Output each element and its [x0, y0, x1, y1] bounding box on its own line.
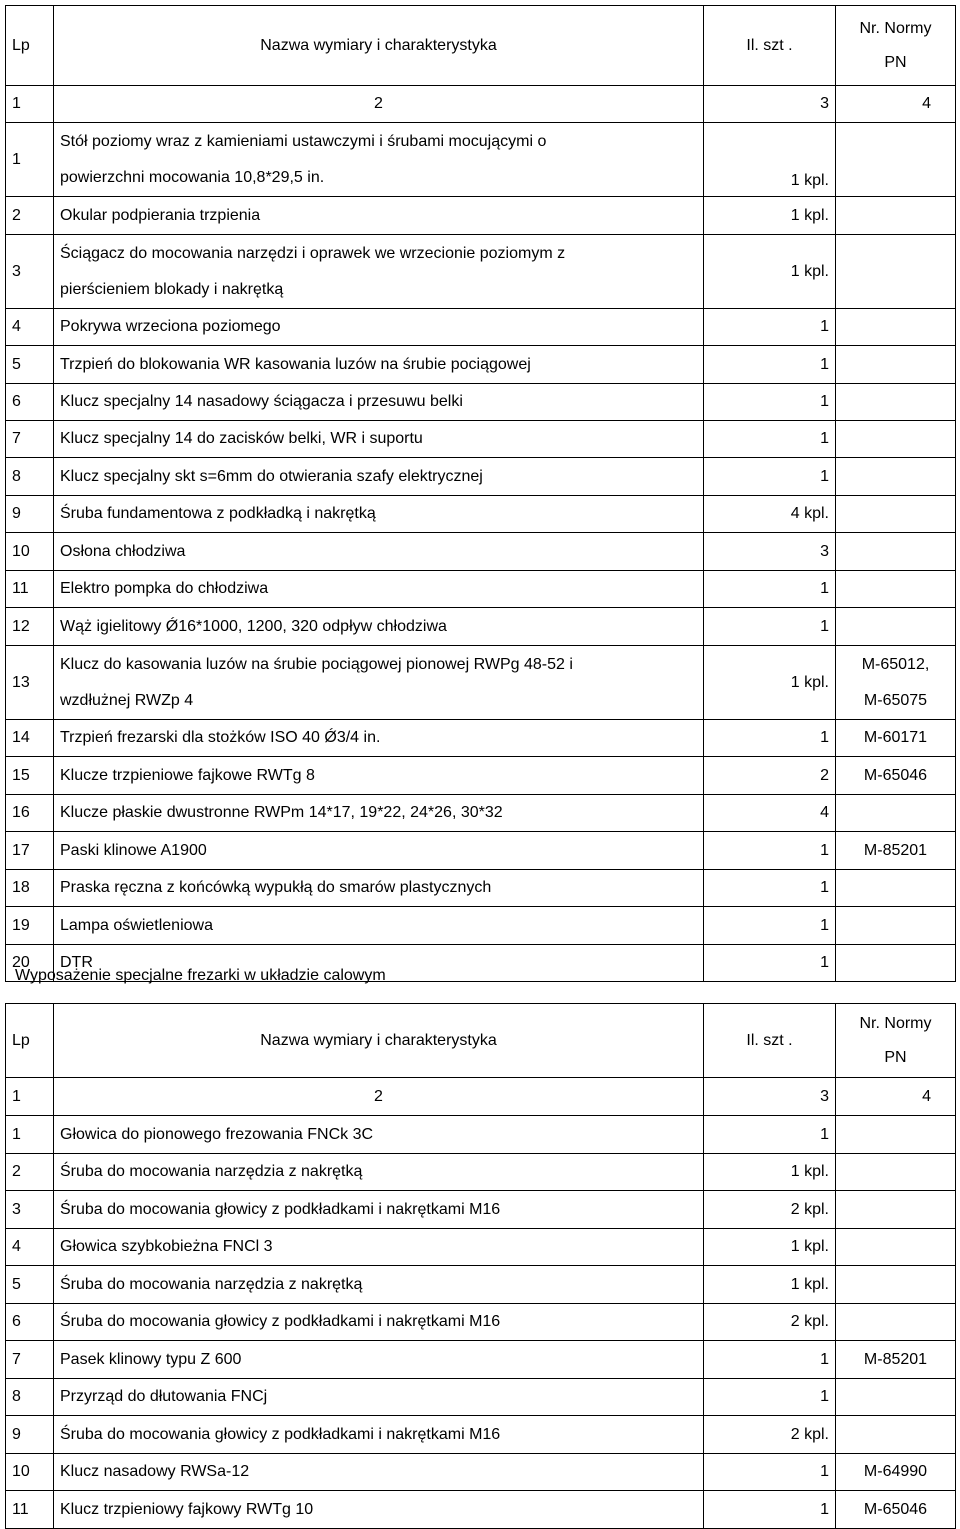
row-name-line: Wąż igielitowy Ǿ16*1000, 1200, 320 odpływ chłodziwa	[60, 617, 447, 635]
row-qty: 1 kpl.	[704, 1154, 836, 1191]
row-name-line: Elektro pompka do chłodziwa	[60, 580, 269, 597]
header-name: Nazwa wymiary i charakterystyka	[54, 1004, 704, 1078]
table-row	[6, 907, 956, 945]
row-qty: 3	[704, 533, 836, 571]
row-qty: 1	[704, 1379, 836, 1416]
row-norm	[836, 1191, 956, 1229]
row-name-line: Lampa oświetleniowa	[60, 916, 213, 934]
row-qty: 1	[704, 720, 836, 757]
row-norm-line: M-65046	[863, 766, 928, 784]
column-number: 1	[6, 1078, 54, 1116]
row-norm	[836, 907, 956, 945]
row-qty: 1	[704, 1341, 836, 1379]
row-norm	[836, 309, 956, 346]
row-norm	[836, 1416, 956, 1454]
table-row	[6, 1191, 956, 1229]
row-norm	[836, 646, 956, 720]
row-lp: 2	[6, 1154, 54, 1191]
row-lp: 20	[6, 945, 54, 982]
table-row	[6, 646, 956, 720]
table-row	[6, 533, 956, 571]
row-norm: M-65046	[836, 1491, 956, 1529]
table-row	[6, 309, 956, 346]
row-qty: 2 kpl.	[704, 1304, 836, 1341]
table-row	[6, 458, 956, 496]
row-qty: 1 kpl.	[704, 1229, 836, 1266]
row-norm	[836, 832, 956, 870]
row-norm	[836, 945, 956, 982]
column-number: 1	[6, 86, 54, 123]
table-row	[6, 870, 956, 907]
header-qty: Il. szt .	[704, 6, 836, 86]
row-norm	[836, 1229, 956, 1266]
row-lp: 4	[6, 1229, 54, 1266]
row-qty: 4	[704, 795, 836, 832]
row-lp: 15	[6, 757, 54, 795]
row-name	[54, 197, 704, 235]
row-name: Śruba do mocowania narzędzia z nakrętką	[54, 1266, 704, 1304]
row-lp: 1	[6, 1116, 54, 1154]
row-qty: 1 kpl.	[704, 123, 836, 197]
row-norm	[836, 235, 956, 309]
row-lp: 5	[6, 346, 54, 384]
row-norm	[836, 571, 956, 608]
row-norm: M-64990	[836, 1454, 956, 1491]
row-name: Przyrząd do dłutowania FNCj	[54, 1379, 704, 1416]
row-norm	[836, 720, 956, 757]
row-lp: 17	[6, 832, 54, 870]
row-name	[54, 533, 704, 571]
row-name-line: Klucz specjalny 14 nasadowy ściągacza i przesuwu belki	[60, 393, 463, 410]
row-qty: 1	[704, 309, 836, 346]
row-lp: 19	[6, 907, 54, 945]
row-name-line: Ściągacz do mocowania narzędzi i oprawek we wrzecionie poziomym z	[60, 244, 566, 262]
table-row	[6, 1416, 956, 1454]
row-name	[54, 646, 704, 720]
row-name	[54, 235, 704, 309]
column-number-row	[6, 1078, 956, 1116]
table-row	[6, 1266, 956, 1304]
table-row	[6, 1154, 956, 1191]
row-norm-line: M-60171	[863, 729, 928, 746]
table-row	[6, 384, 956, 421]
row-name	[54, 384, 704, 421]
row-name-line: Pokrywa wrzeciona poziomego	[60, 318, 281, 335]
row-name	[54, 496, 704, 533]
row-name	[54, 907, 704, 945]
row-norm	[836, 197, 956, 235]
row-name	[54, 458, 704, 496]
row-norm	[836, 533, 956, 571]
row-name: Śruba do mocowania głowicy z podkładkami i nakrętkami M16	[54, 1416, 704, 1454]
header-qty: Il. szt .	[704, 1004, 836, 1078]
row-norm	[836, 870, 956, 907]
column-number: 3	[704, 86, 836, 123]
row-name	[54, 608, 704, 646]
row-qty: 1	[704, 346, 836, 384]
header-norm	[836, 6, 956, 86]
row-name	[54, 309, 704, 346]
row-name	[54, 795, 704, 832]
table-row	[6, 608, 956, 646]
row-name-line: wzdłużnej RWZp 4	[60, 691, 194, 709]
row-lp: 11	[6, 571, 54, 608]
row-lp: 9	[6, 496, 54, 533]
row-lp: 18	[6, 870, 54, 907]
row-lp: 1	[6, 123, 54, 197]
row-norm	[836, 458, 956, 496]
table-row	[6, 197, 956, 235]
row-name-line: powierzchni mocowania 10,8*29,5 in.	[60, 168, 325, 186]
row-lp: 4	[6, 309, 54, 346]
header-norm-line1: Nr. Normy	[859, 1014, 932, 1032]
table-row	[6, 1229, 956, 1266]
table-row	[6, 1304, 956, 1341]
row-lp: 16	[6, 795, 54, 832]
row-qty: 1	[704, 1491, 836, 1529]
row-qty: 2 kpl.	[704, 1191, 836, 1229]
row-norm	[836, 346, 956, 384]
row-qty: 1	[704, 1454, 836, 1491]
column-number-row	[6, 86, 956, 123]
row-norm	[836, 1379, 956, 1416]
table-row	[6, 1341, 956, 1379]
row-lp: 6	[6, 384, 54, 421]
row-name-line: Klucze płaskie dwustronne RWPm 14*17, 19*22, 24*26, 30*32	[60, 804, 503, 821]
row-name-line: Praska ręczna z końcówką wypukłą do smarów plastycznych	[60, 879, 492, 896]
row-name: Pasek klinowy typu Z 600	[54, 1341, 704, 1379]
row-name-line: Klucze trzpieniowe fajkowe RWTg 8	[60, 766, 315, 784]
row-lp: 7	[6, 421, 54, 458]
row-name-line: Trzpień frezarski dla stożków ISO 40 Ǿ3/4 in.	[60, 729, 381, 746]
row-lp: 12	[6, 608, 54, 646]
row-name: Klucz trzpieniowy fajkowy RWTg 10	[54, 1491, 704, 1529]
table-row	[6, 571, 956, 608]
row-norm	[836, 795, 956, 832]
header-row	[6, 1004, 956, 1078]
row-norm-line: M-65012,	[861, 655, 930, 673]
table-row	[6, 720, 956, 757]
header-norm-line2: PN	[884, 1048, 907, 1066]
row-lp: 8	[6, 1379, 54, 1416]
row-norm	[836, 496, 956, 533]
column-number: 2	[54, 86, 704, 123]
table-row	[6, 496, 956, 533]
row-name	[54, 832, 704, 870]
row-name-line: Trzpień do blokowania WR kasowania luzów na śrubie pociągowej	[60, 355, 531, 373]
row-norm	[836, 1266, 956, 1304]
table-row	[6, 235, 956, 309]
row-norm-line: M-65075	[863, 691, 928, 709]
row-norm	[836, 421, 956, 458]
row-name: Śruba do mocowania głowicy z podkładkami i nakrętkami M16	[54, 1191, 704, 1229]
header-row	[6, 6, 956, 86]
table-row	[6, 1491, 956, 1529]
row-qty: 1	[704, 608, 836, 646]
row-name-line: pierścieniem blokady i nakrętką	[60, 280, 284, 298]
row-lp: 5	[6, 1266, 54, 1304]
row-qty: 1	[704, 832, 836, 870]
row-lp: 8	[6, 458, 54, 496]
row-name-line: Klucz do kasowania luzów na śrubie pociągowej pionowej RWPg 48-52 i	[60, 655, 573, 673]
header-norm	[836, 1004, 956, 1078]
row-lp: 11	[6, 1491, 54, 1529]
table-row	[6, 795, 956, 832]
row-name	[54, 346, 704, 384]
row-name-line: Śruba fundamentowa z podkładką i nakrętką	[60, 505, 376, 522]
row-norm	[836, 608, 956, 646]
row-name	[54, 123, 704, 197]
row-lp: 6	[6, 1304, 54, 1341]
row-name: Głowica do pionowego frezowania FNCk 3C	[54, 1116, 704, 1154]
row-qty: 2 kpl.	[704, 1416, 836, 1454]
row-qty: 1	[704, 945, 836, 982]
row-norm	[836, 123, 956, 197]
row-norm	[836, 757, 956, 795]
table-row	[6, 1379, 956, 1416]
row-name-line: Okular podpierania trzpienia	[60, 206, 261, 224]
row-name-line: Klucz specjalny skt s=6mm do otwierania szafy elektrycznej	[60, 467, 483, 485]
header-norm-line2: PN	[884, 53, 907, 71]
row-qty: 1	[704, 458, 836, 496]
header-name: Nazwa wymiary i charakterystyka	[54, 6, 704, 86]
header-norm-line1: Nr. Normy	[859, 19, 932, 37]
row-lp: 3	[6, 1191, 54, 1229]
row-qty: 1	[704, 571, 836, 608]
table-row	[6, 421, 956, 458]
row-name	[54, 571, 704, 608]
table-row	[6, 757, 956, 795]
section-heading: Wyposażenie specjalne frezarki w układzie calowym	[15, 967, 386, 984]
row-qty: 1 kpl.	[704, 1266, 836, 1304]
row-lp: 7	[6, 1341, 54, 1379]
row-name: Śruba do mocowania narzędzia z nakrętką	[54, 1154, 704, 1191]
table-row	[6, 346, 956, 384]
row-name: Śruba do mocowania głowicy z podkładkami i nakrętkami M16	[54, 1304, 704, 1341]
row-name-line: Klucz specjalny 14 do zacisków belki, WR i suportu	[60, 430, 423, 447]
row-qty: 1	[704, 907, 836, 945]
row-qty: 1	[704, 870, 836, 907]
row-norm	[836, 1116, 956, 1154]
header-lp: Lp	[6, 1004, 54, 1078]
table-row	[6, 1116, 956, 1154]
header-lp: Lp	[6, 6, 54, 86]
row-qty: 4 kpl.	[704, 496, 836, 533]
row-lp: 2	[6, 197, 54, 235]
row-name: Klucz nasadowy RWSa-12	[54, 1454, 704, 1491]
row-qty: 1	[704, 421, 836, 458]
row-lp: 3	[6, 235, 54, 309]
column-number: 2	[54, 1078, 704, 1116]
row-lp: 10	[6, 1454, 54, 1491]
column-number: 4	[836, 86, 956, 123]
row-qty: 1 kpl.	[704, 235, 836, 309]
row-lp: 13	[6, 646, 54, 720]
row-qty: 1 kpl.	[704, 646, 836, 720]
row-name-line: Osłona chłodziwa	[60, 542, 186, 560]
table-row	[6, 832, 956, 870]
row-norm: M-85201	[836, 1341, 956, 1379]
row-name	[54, 870, 704, 907]
row-name-line: Stół poziomy wraz z kamieniami ustawczymi i śrubami mocującymi o	[60, 132, 547, 150]
row-lp: 14	[6, 720, 54, 757]
row-qty: 1	[704, 384, 836, 421]
row-qty: 2	[704, 757, 836, 795]
row-norm	[836, 1154, 956, 1191]
row-name-line: DTR	[60, 954, 93, 971]
row-norm-line: M-85201	[863, 841, 928, 859]
row-lp: 10	[6, 533, 54, 571]
row-qty: 1	[704, 1116, 836, 1154]
row-name	[54, 720, 704, 757]
table-row	[6, 123, 956, 197]
special-equipment-table	[5, 1003, 956, 1529]
row-name-line: Paski klinowe A1900	[60, 841, 207, 859]
row-norm	[836, 1304, 956, 1341]
column-number: 4	[836, 1078, 956, 1116]
row-norm	[836, 384, 956, 421]
row-name: Głowica szybkobieżna FNCl 3	[54, 1229, 704, 1266]
row-name	[54, 421, 704, 458]
equipment-table	[5, 5, 956, 982]
row-qty: 1 kpl.	[704, 197, 836, 235]
column-number: 3	[704, 1078, 836, 1116]
table-row	[6, 1454, 956, 1491]
row-name	[54, 757, 704, 795]
row-lp: 9	[6, 1416, 54, 1454]
